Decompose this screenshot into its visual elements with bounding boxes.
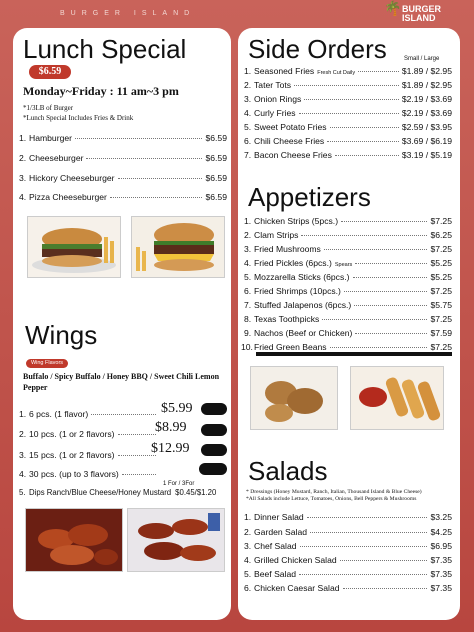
side-item: 7. Bacon Cheese Fries $3.19 / $5.19 xyxy=(244,150,452,160)
wing-item: 4. 30 pcs. (up to 3 flavors) xyxy=(19,469,159,479)
wing-item: 3. 15 pcs. (1 or 2 flavors) xyxy=(19,450,159,460)
struck-out-item xyxy=(256,352,452,356)
appetizer-item: 10. Fried Green Beans $7.25 xyxy=(241,342,452,352)
salads-title: Salads xyxy=(248,456,328,486)
lunch-hours: Monday~Friday : 11 am~3 pm xyxy=(23,84,179,98)
salad-item: 5. Beef Salad $7.35 xyxy=(244,569,452,579)
appetizer-item: 6. Fried Shrimps (10pcs.) $7.25 xyxy=(244,286,452,296)
wing-price-1: $5.99 xyxy=(161,401,193,416)
appetizer-item: 8. Texas Toothpicks $7.25 xyxy=(244,314,452,324)
right-panel xyxy=(238,28,460,620)
redaction-3 xyxy=(201,444,227,456)
lunch-title: Lunch Special xyxy=(23,34,187,64)
salad-item: 6. Chicken Caesar Salad $7.35 xyxy=(244,583,452,593)
salad-item: 3. Chef Salad $6.95 xyxy=(244,541,452,551)
side-item: 1. Seasoned Fries Fresh Cut Daily $1.89 / $2.95 xyxy=(244,66,452,76)
wings-title: Wings xyxy=(25,320,98,350)
side-item: 5. Sweet Potato Fries $2.59 / $3.95 xyxy=(244,122,452,132)
lunch-note1: *1/3LB of Burger xyxy=(23,104,74,112)
lunch-item: 1. Hamburger $6.59 xyxy=(19,133,227,143)
appetizers-title: Appetizers xyxy=(248,182,371,212)
lunch-note2: *Lunch Special Includes Fries & Drink xyxy=(23,114,134,122)
wing-flavors-tag: Wing Flavors xyxy=(26,359,68,368)
logo-line1: BURGER xyxy=(402,4,442,14)
side-item: 2. Tater Tots $1.89 / $2.95 xyxy=(244,80,452,90)
wing-price-2: $8.99 xyxy=(155,420,187,435)
salad-item: 2. Garden Salad $4.25 xyxy=(244,527,452,537)
dip-item: 5. Dips Ranch/Blue Cheese/Honey Mustard $0.45/$1.20 xyxy=(19,488,217,497)
wing-item: 2. 10 pcs. (1 or 2 flavors) xyxy=(19,429,159,439)
lunch-item: 2. Cheeseburger $6.59 xyxy=(19,153,227,163)
redaction-4 xyxy=(199,463,227,475)
brand-strip: BURGER ISLAND xyxy=(60,10,196,17)
wings-photo-1 xyxy=(25,508,123,572)
side-item: 6. Chili Cheese Fries $3.69 / $6.19 xyxy=(244,136,452,146)
sides-title: Side Orders xyxy=(248,34,387,64)
redaction-1 xyxy=(201,403,227,415)
logo-line2: ISLAND xyxy=(402,13,436,23)
left-panel xyxy=(13,28,231,620)
appetizer-item: 9. Nachos (Beef or Chicken) $7.59 xyxy=(244,328,452,338)
wing-item: 1. 6 pcs. (1 flavor) xyxy=(19,409,159,419)
top-bar xyxy=(0,0,474,26)
side-item: 4. Curly Fries $2.19 / $3.69 xyxy=(244,108,452,118)
appetizer-item: 5. Mozzarella Sticks (6pcs.) $5.25 xyxy=(244,272,452,282)
wing-flavors: Buffalo / Spicy Buffalo / Honey BBQ / Sweet Chili Lemon Pepper xyxy=(23,372,220,392)
appetizer-item: 7. Stuffed Jalapenos (6pcs.) $5.75 xyxy=(244,300,452,310)
burger-photo-1 xyxy=(27,216,121,278)
lunch-item: 4. Pizza Cheeseburger $6.59 xyxy=(19,192,227,202)
appetizer-photo-2 xyxy=(350,366,444,430)
appetizer-item: 1. Chicken Strips (5pcs.) $7.25 xyxy=(244,216,452,226)
burger-photo-2 xyxy=(131,216,225,278)
salads-note2: *All Salads include Lettuce, Tomatoes, Onions, Bell Peppers & Mushrooms xyxy=(246,496,417,502)
appetizer-item: 2. Clam Strips $6.25 xyxy=(244,230,452,240)
appetizer-item: 3. Fried Mushrooms $7.25 xyxy=(244,244,452,254)
redaction-2 xyxy=(201,424,227,436)
dip-header: 1 For / 3For xyxy=(163,481,195,487)
side-item: 3. Onion Rings $2.19 / $3.69 xyxy=(244,94,452,104)
wings-photo-2 xyxy=(127,508,225,572)
lunch-item: 3. Hickory Cheeseburger $6.59 xyxy=(19,173,227,183)
salad-item: 1. Dinner Salad $3.25 xyxy=(244,512,452,522)
appetizer-photo-1 xyxy=(250,366,338,430)
size-header: Small / Large xyxy=(404,56,440,62)
salads-note1: * Dressings (Honey Mustard, Ranch, Italian, Thousand Island & Blue Cheese) xyxy=(246,489,422,495)
lunch-price-badge: $6.59 xyxy=(29,65,71,79)
palm-tree-icon: 🌴 xyxy=(384,0,402,16)
wing-price-3: $12.99 xyxy=(151,441,190,456)
brand-logo xyxy=(384,0,464,24)
appetizer-item: 4. Fried Pickles (6pcs.) Spears $5.25 xyxy=(244,258,452,268)
salad-item: 4. Grilled Chicken Salad $7.35 xyxy=(244,555,452,565)
